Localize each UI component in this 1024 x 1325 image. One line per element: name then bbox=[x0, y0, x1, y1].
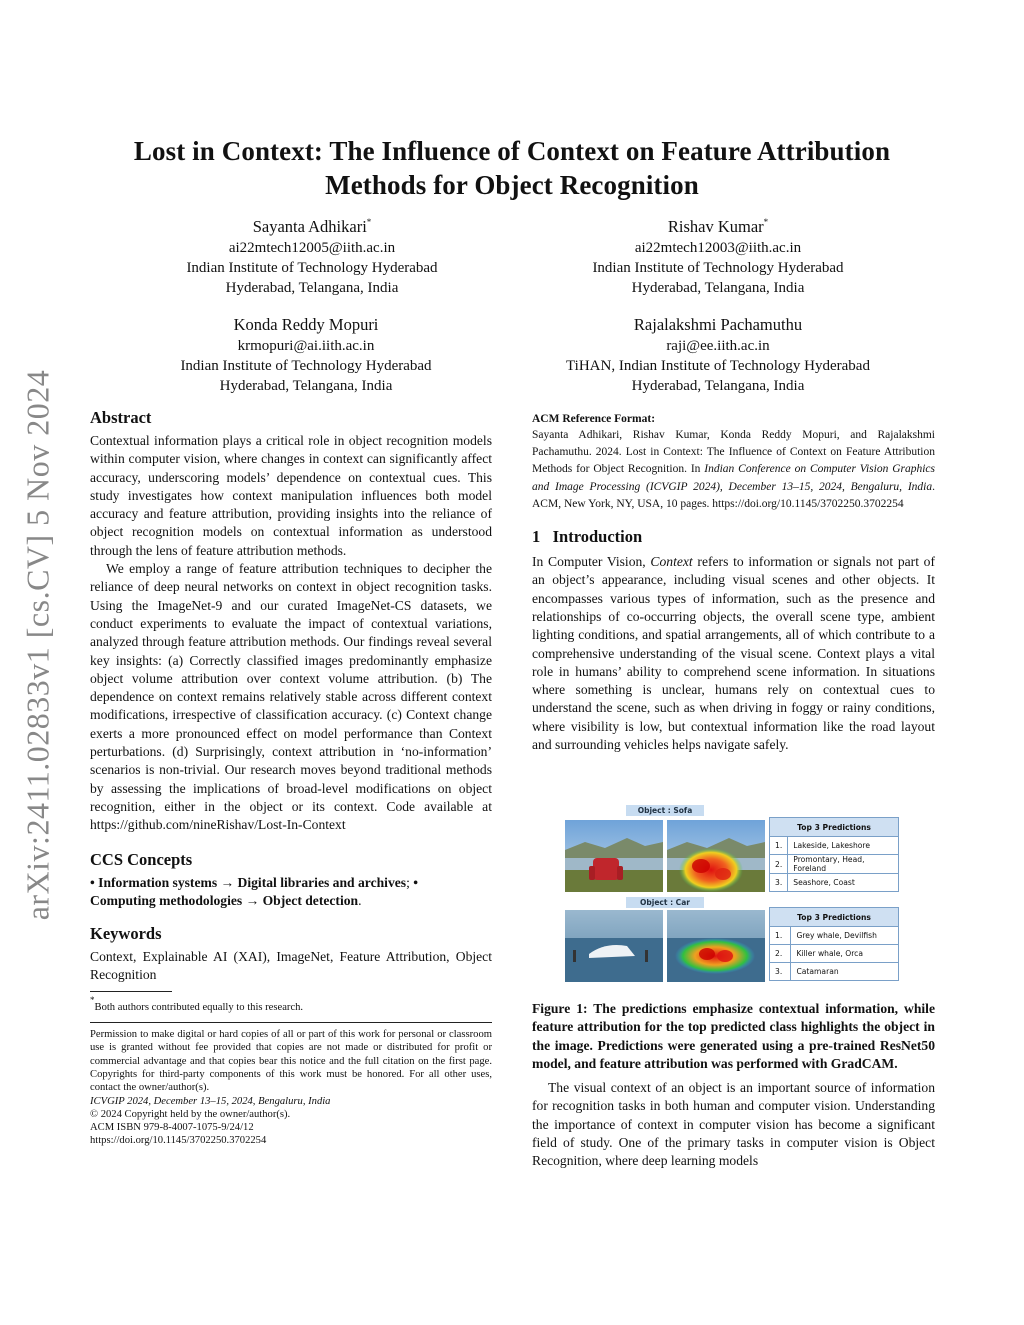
author-name: Konda Reddy Mopuri bbox=[233, 315, 379, 334]
footnote-text: Both authors contributed equally to this research. bbox=[94, 1001, 304, 1013]
acm-ref-part: Sayanta Adhikari, Rishav Kumar, Konda Reddy Mopuri, and Rajalakshmi Pachamuthu. 2024. Lost in Context: The Influence of Context on Feature Attribution Methods for Object Recognition. In bbox=[532, 429, 935, 476]
keywords-text: Context, Explainable AI (XAI), ImageNet, Feature Attribution, Object Recognition bbox=[90, 949, 492, 983]
table-row bbox=[770, 927, 899, 945]
author-3 bbox=[141, 314, 471, 396]
author-location: Hyderabad, Telangana, India bbox=[225, 280, 399, 296]
figure-caption: Figure 1: The predictions emphasize contextual information, while feature attribution for the top predicted class highlights the object in the image. Predictions were generated using a pre-trained ResNet50 model, and feature attribution was performed with GradCAM. bbox=[532, 1001, 935, 1071]
ccs-concept-4: Object detection bbox=[262, 892, 359, 908]
ccs-concepts: • Information systems → Digital libraries and archives; • Computing methodologies → Object detection. bbox=[90, 874, 419, 908]
table-row bbox=[770, 837, 899, 855]
section-title: Introduction bbox=[552, 527, 643, 547]
table-header: Top 3 Predictions bbox=[770, 818, 899, 837]
predictions-table-sofa bbox=[769, 817, 899, 892]
author-name: Rajalakshmi Pachamuthu bbox=[633, 315, 803, 334]
footnote-mark: * bbox=[90, 994, 95, 1005]
author-affiliation: TiHAN, Indian Institute of Technology Hyderabad bbox=[566, 358, 870, 374]
left-column bbox=[90, 408, 492, 1148]
abstract-paragraph-2: We employ a range of feature attribution techniques to decipher the reliance of deep neural networks on context in object recognition tasks. Using the ImageNet-9 and our curated ImageNet-CS datasets, we conduct experiments to evaluate the impact of contextual variations, analyzed through feature attribution methods. Our findings reveal several key insights: (a) Correctly classified images predominantly emphasize object volume attribution over context volume attribution. (b) The dependence on context remains relatively stable across different context modifications, irrespective of classification accuracy. (c) Context change exerts a more pronounced effect on model performance than Context perturbations. (d) Surprisingly, context attribution in ‘no-information’ scenarios is non-trivial. Our research moves beyond traditional methods by assessing the implications of broad-level modifications on object recognition, either in the object or its context. Code available at https://github.com/nineRishav/Lost-In-Context bbox=[90, 561, 492, 833]
table-row bbox=[770, 945, 899, 963]
author-location: Hyderabad, Telangana, India bbox=[219, 378, 393, 394]
ccs-concept-2: Digital libraries and archives bbox=[237, 874, 407, 890]
right-column bbox=[532, 412, 935, 754]
venue: ICVGIP 2024, December 13–15, 2024, Bengaluru, India bbox=[90, 1095, 331, 1107]
intro-paragraph-2: The visual context of an object is an important source of information for recognition tasks in both human and computer vision. Understanding the importance of context in computer vision has become a significant field of study. One of the primary tasks in computer vision is Object Recognition, where deep learning models bbox=[532, 1080, 935, 1169]
ccs-heading: CCS Concepts bbox=[90, 849, 193, 869]
author-name: Rishav Kumar bbox=[667, 217, 764, 236]
rank: 1. bbox=[770, 837, 788, 855]
footnote bbox=[90, 994, 492, 1014]
rank: 2. bbox=[770, 855, 788, 874]
rank: 2. bbox=[770, 945, 791, 963]
car-image-pair bbox=[565, 910, 765, 982]
author-affiliation: Indian Institute of Technology Hyderabad bbox=[592, 260, 844, 276]
author-4 bbox=[553, 314, 883, 396]
text-run: In Computer Vision, bbox=[532, 554, 651, 570]
permission-rule bbox=[90, 1022, 492, 1023]
title-line-2: Methods for Object Recognition bbox=[325, 170, 699, 200]
prediction: Catamaran bbox=[791, 963, 899, 981]
text-run: refers to information or signals not part of an object’s appearance, including visual scenes and other objects. It encompasses various types of information, such as the presence and relationships of co-occurring objects, the overall scene type, ambient lighting conditions, and spatial arrangements, all of which contribute to a comprehensive understanding of the visual scene. Context plays a vital role in humans’ ability to comprehend scene information. In situations where something is unclear, humans rely on contextual cues to understand the scene, such as when driving in foggy or rainy conditions, where visibility is low, but contextual information like the road layout and surrounding vehicles helps navigate safely. bbox=[532, 554, 935, 752]
table-header: Top 3 Predictions bbox=[770, 908, 899, 927]
arrow: → bbox=[245, 892, 260, 908]
copyright: © 2024 Copyright held by the owner/author(s). bbox=[90, 1108, 291, 1120]
object-label: Object : Sofa bbox=[626, 805, 704, 816]
object-label: Object : Car bbox=[626, 897, 704, 908]
author-name: Sayanta Adhikari bbox=[252, 217, 367, 236]
permission-block bbox=[90, 1028, 492, 1148]
predictions-table-car bbox=[769, 907, 899, 981]
footnote-rule bbox=[90, 991, 172, 992]
acm-ref-part: . ACM, New York, NY, USA, 10 pages. https://doi.org/10.1145/3702250.3702254 bbox=[532, 480, 935, 510]
intro-heading bbox=[532, 527, 935, 547]
prediction: Seashore, Coast bbox=[788, 874, 899, 892]
prediction: Killer whale, Orca bbox=[791, 945, 899, 963]
author-location: Hyderabad, Telangana, India bbox=[631, 378, 805, 394]
rank: 3. bbox=[770, 874, 788, 892]
paper-title bbox=[60, 134, 964, 202]
title-line-1: Lost in Context: The Influence of Context on Feature Attribution bbox=[133, 136, 891, 166]
abstract-paragraph-1: Contextual information plays a critical role in object recognition models within computer vision, where changes in context can significantly affect accuracy, underscoring models’ dependence on contextual cues. This study investigates how context manipulation influences both model accuracy and feature attribution, providing insights into the reliance of object recognition models on contextual information as understood through the lens of feature attribution methods. bbox=[90, 433, 492, 558]
prediction: Lakeside, Lakeshore bbox=[788, 837, 899, 855]
table-row bbox=[770, 855, 899, 874]
table-row bbox=[770, 874, 899, 892]
author-email: ai22mtech12003@iith.ac.in bbox=[634, 240, 802, 256]
author-affiliation: Indian Institute of Technology Hyderabad bbox=[186, 260, 438, 276]
author-email: ai22mtech12005@iith.ac.in bbox=[228, 240, 396, 256]
acm-ref-text bbox=[532, 427, 935, 513]
car-images bbox=[565, 910, 765, 982]
isbn: ACM ISBN 979-8-4007-1075-9/24/12 bbox=[90, 1122, 254, 1134]
emphasis: Context bbox=[650, 554, 693, 570]
equal-contrib-mark: * bbox=[366, 217, 372, 227]
table-row bbox=[770, 963, 899, 981]
abstract-heading: Abstract bbox=[90, 408, 152, 427]
figure-1 bbox=[564, 804, 904, 984]
sofa-images bbox=[565, 820, 765, 892]
keywords-heading: Keywords bbox=[90, 924, 162, 944]
sofa-image-pair bbox=[565, 820, 765, 892]
author-location: Hyderabad, Telangana, India bbox=[631, 280, 805, 296]
arrow: → bbox=[220, 874, 235, 890]
prediction: Grey whale, Devilfish bbox=[791, 927, 899, 945]
right-column-lower bbox=[532, 1000, 935, 1171]
abstract-body bbox=[90, 432, 492, 835]
author-email: raji@ee.iith.ac.in bbox=[666, 338, 770, 354]
ccs-concept-3: Computing methodologies bbox=[90, 892, 243, 908]
intro-paragraph-1 bbox=[532, 553, 935, 754]
rank: 3. bbox=[770, 963, 791, 981]
arxiv-id: arXiv:2411.02833v1 [cs.CV] 5 Nov 2024 bbox=[19, 369, 56, 921]
acm-ref-venue: Indian Conference on Computer Vision Graphics and Image Processing (ICVGIP 2024), December 13–15, 2024, Bengaluru, India bbox=[532, 463, 935, 493]
doi-link[interactable]: https://doi.org/10.1145/3702250.3702254 bbox=[90, 1135, 267, 1147]
author-1 bbox=[147, 216, 477, 298]
bullet: • bbox=[413, 874, 419, 890]
acm-ref-heading: ACM Reference Format: bbox=[532, 413, 656, 425]
rank: 1. bbox=[770, 927, 791, 945]
bullet: • bbox=[90, 874, 95, 890]
author-2 bbox=[553, 216, 883, 298]
permission-text: Permission to make digital or hard copies of all or part of this work for personal or classroom use is granted without fee provided that copies are not made or distributed for profit or commercial advantage and that copies bear this notice and the full citation on the first page. Copyrights for third-party components of this work must be honored. For all other uses, contact the owner/author(s). bbox=[90, 1029, 492, 1094]
prediction: Promontary, Head, Foreland bbox=[788, 855, 899, 874]
equal-contrib-mark: * bbox=[763, 217, 769, 227]
ccs-concept-1: Information systems bbox=[98, 874, 218, 890]
author-affiliation: Indian Institute of Technology Hyderabad bbox=[180, 358, 432, 374]
author-email: krmopuri@ai.iith.ac.in bbox=[237, 338, 375, 354]
section-number: 1 bbox=[532, 527, 541, 547]
